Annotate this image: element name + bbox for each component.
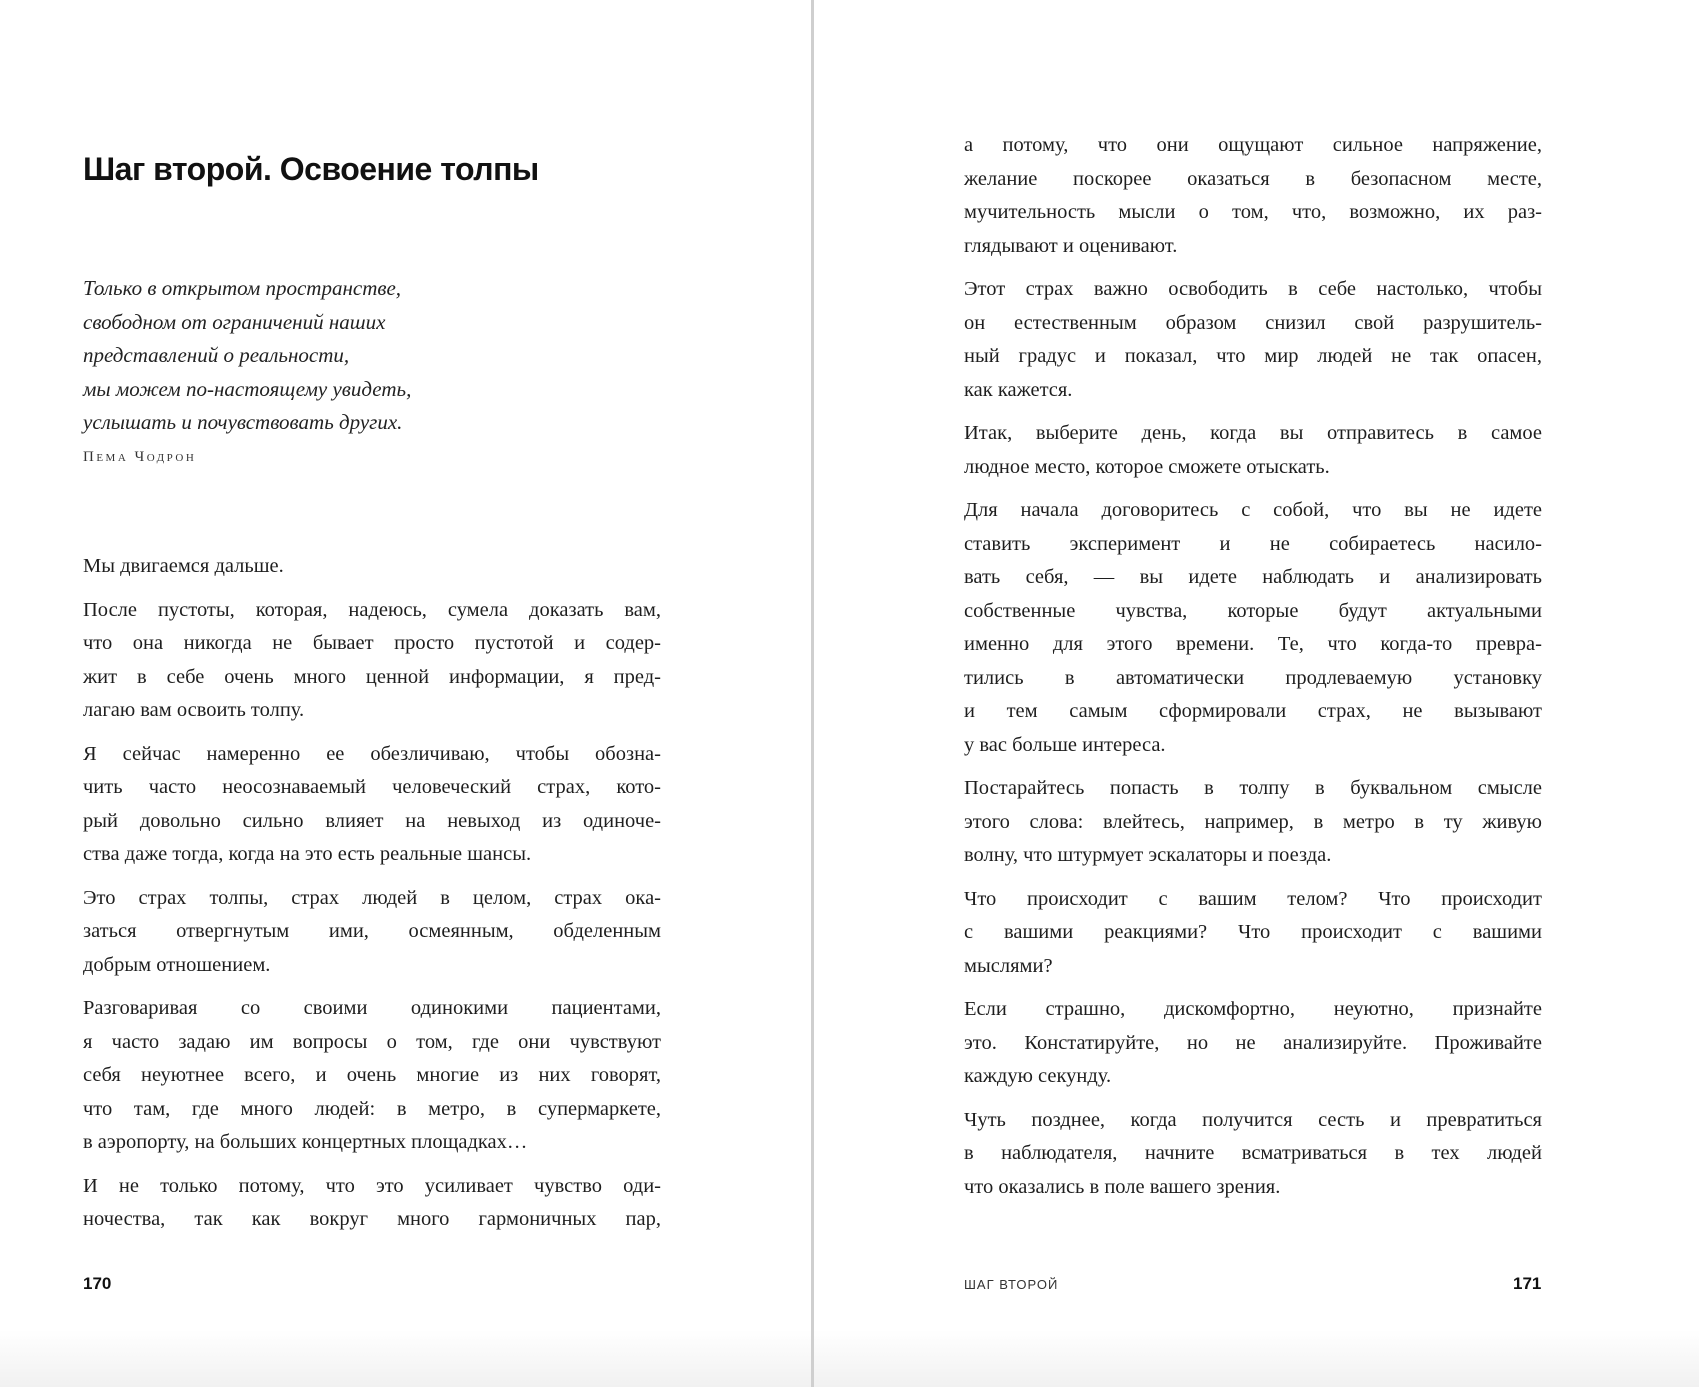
text-line: глядывают и оценивают. <box>964 234 1178 257</box>
text-line: людное место, которое сможете отыскать. <box>964 455 1330 478</box>
paragraph <box>964 1104 1542 1205</box>
text-line: Чуть позднее, когда получится сесть и превратиться <box>964 1108 1542 1131</box>
right-body-text <box>964 129 1542 1214</box>
text-line: заться отвергнутым ими, осмеянным, обделенным <box>83 920 661 942</box>
paragraph <box>83 738 661 872</box>
text-line: а потому, что они ощущают сильное напряжение, <box>964 134 1542 156</box>
text-line: именно для этого времени. Те, что когда-то превра- <box>964 633 1542 655</box>
paragraph <box>964 494 1542 762</box>
text-line: как кажется. <box>964 378 1073 401</box>
paragraph <box>964 883 1542 984</box>
paragraph <box>964 993 1542 1094</box>
epigraph-author: Пема Чодрон <box>83 449 197 465</box>
text-line: мыслями? <box>964 954 1053 977</box>
text-line: Постарайтесь попасть в толпу в буквальном смысле <box>964 777 1542 799</box>
left-body-text <box>83 550 661 1247</box>
text-line: что она никогда не бывает просто пустотой и содер- <box>83 632 661 654</box>
text-line: ства даже тогда, когда на это есть реальные шансы. <box>83 843 532 865</box>
text-line: ночества, так как вокруг много гармоничных пар, <box>83 1208 661 1230</box>
chapter-title-rest: . Освоение толпы <box>262 151 539 188</box>
paragraph <box>83 992 661 1160</box>
paragraph <box>83 882 661 983</box>
running-head: ШАГ ВТОРОЙ <box>964 1277 1059 1292</box>
paragraph <box>964 273 1542 407</box>
epigraph-line: услышать и почувствовать других. <box>83 410 403 435</box>
text-line: Для начала договоритесь с собой, что вы не идете <box>964 499 1542 521</box>
text-line: Итак, выберите день, когда вы отправитесь в самое <box>964 422 1542 444</box>
paragraph <box>83 594 661 728</box>
chapter-title <box>83 151 539 188</box>
text-line: мучительность мысли о том, что, возможно, их раз- <box>964 201 1542 223</box>
bottom-shade <box>0 1330 1699 1387</box>
epigraph-line: свободном от ограничений наших <box>83 309 386 334</box>
page-gutter-divider <box>811 0 814 1387</box>
text-line: собственные чувства, которые будут актуальными <box>964 599 1542 622</box>
text-line: и тем самым сформировали страх, не вызывают <box>964 700 1542 722</box>
text-line: ставить эксперимент и не собираетесь насило- <box>964 532 1542 555</box>
text-line: вать себя, — вы идете наблюдать и анализировать <box>964 566 1542 588</box>
paragraph <box>964 417 1542 484</box>
text-line: в наблюдателя, начните всматриваться в тех людей <box>964 1142 1542 1164</box>
paragraph <box>964 772 1542 873</box>
text-line: тились в автоматически продлеваемую установку <box>964 666 1542 689</box>
text-line: желание поскорее оказаться в безопасном месте, <box>964 167 1542 190</box>
text-line: И не только потому, что это усиливает чувство оди- <box>83 1174 661 1197</box>
text-line: себя неуютнее всего, и очень многие из них говорят, <box>83 1064 661 1086</box>
text-line: ный градус и показал, что мир людей не так опасен, <box>964 345 1542 367</box>
epigraph-line: мы можем по-настоящему увидеть, <box>83 376 412 401</box>
text-line: в аэропорту, на больших концертных площадках… <box>83 1131 528 1153</box>
text-line: что оказались в поле вашего зрения. <box>964 1175 1281 1198</box>
text-line: рый довольно сильно влияет на невыход из одиноче- <box>83 809 661 832</box>
paragraph <box>964 129 1542 263</box>
text-line: это. Констатируйте, но не анализируйте. Проживайте <box>964 1031 1542 1054</box>
epigraph-line: Только в открытом пространстве, <box>83 276 402 300</box>
text-line: добрым отношением. <box>83 953 271 976</box>
page-number-right: 171 <box>1513 1274 1542 1293</box>
text-line: каждую секунду. <box>964 1065 1112 1087</box>
text-line: Если страшно, дискомфортно, неуютно, признайте <box>964 998 1542 1020</box>
text-line: я часто задаю им вопросы о том, где они чувствуют <box>83 1030 661 1053</box>
text-line: Это страх толпы, страх людей в целом, страх ока- <box>83 886 661 909</box>
text-line: жит в себе очень много ценной информации, я пред- <box>83 665 661 688</box>
text-line: этого слова: влейтесь, например, в метро в ту живую <box>964 810 1542 833</box>
epigraph-line: представлений о реальности, <box>83 343 350 368</box>
page-number-left: 170 <box>83 1274 112 1293</box>
text-line: Этот страх важно освободить в себе настолько, чтобы <box>964 278 1542 300</box>
text-line: лагаю вам освоить толпу. <box>83 699 305 721</box>
text-line: что там, где много людей: в метро, в супермаркете, <box>83 1097 661 1120</box>
text-line: После пустоты, которая, надеюсь, сумела доказать вам, <box>83 598 661 621</box>
text-line: Разговаривая со своими одинокими пациентами, <box>83 997 661 1019</box>
paragraph <box>83 550 661 584</box>
text-line: у вас больше интереса. <box>964 733 1166 756</box>
text-line: он естественным образом снизил свой разрушитель- <box>964 311 1542 334</box>
paragraph <box>83 1170 661 1237</box>
text-line: Мы двигаемся дальше. <box>83 555 284 577</box>
text-line: Я сейчас намеренно ее обезличиваю, чтобы обозна- <box>83 742 661 765</box>
epigraph <box>83 272 411 440</box>
chapter-title-bold: Шаг второй <box>83 151 263 188</box>
text-line: Что происходит с вашим телом? Что происходит <box>964 887 1542 910</box>
text-line: чить часто неосознаваемый человеческий страх, кото- <box>83 776 661 798</box>
text-line: волну, что штурмует эскалаторы и поезда. <box>964 844 1332 866</box>
text-line: с вашими реакциями? Что происходит с вашими <box>964 921 1542 943</box>
